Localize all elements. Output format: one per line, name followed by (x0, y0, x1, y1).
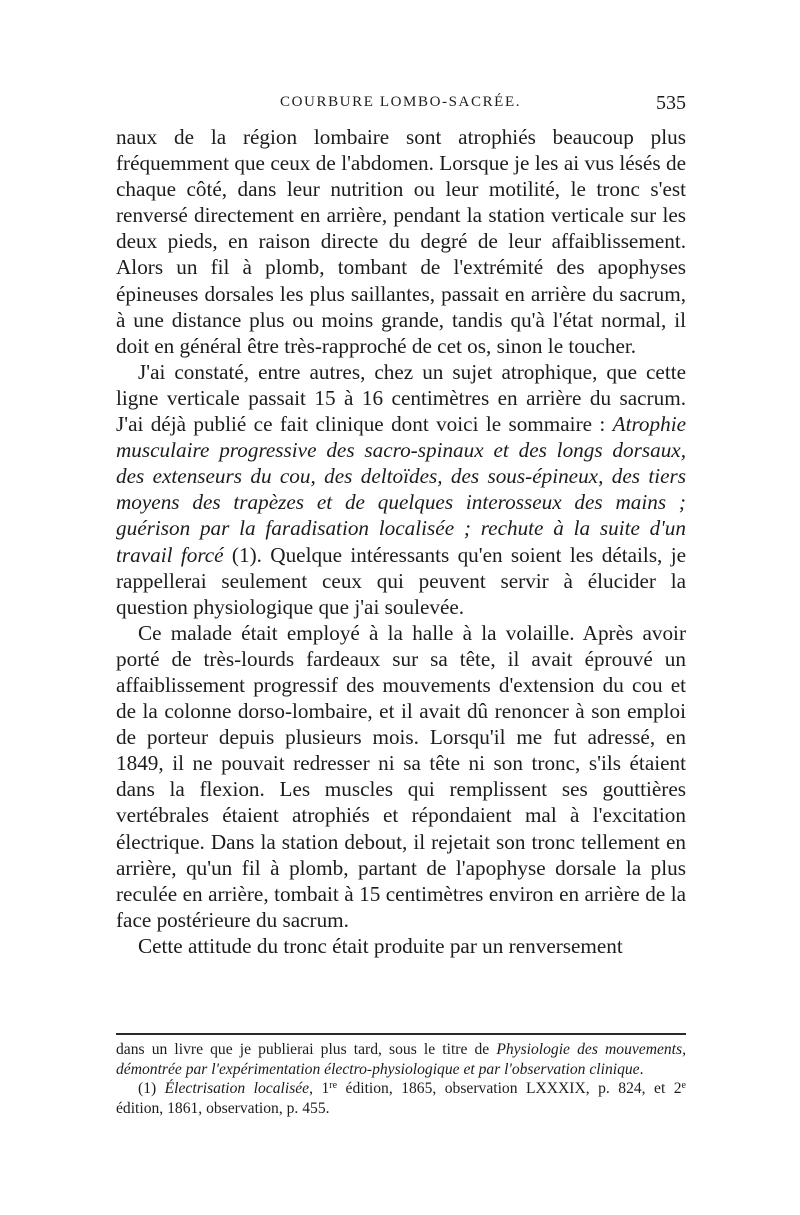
footnote-text: dans un livre que je publierai plus tard, sous le titre de (116, 1041, 497, 1058)
footnote-superscript: re (329, 1080, 338, 1092)
footnote-book-title: Physiologie des mouvements, démontrée par l'expérimentation électro-physiologique et par l'observation clinique (116, 1041, 686, 1078)
footnote-text: . (639, 1060, 644, 1078)
paragraph-continued (116, 124, 686, 359)
page-number: 535 (656, 92, 686, 114)
book-page (116, 0, 686, 1215)
footnote-text: , 1 (309, 1080, 330, 1098)
running-head (116, 92, 686, 116)
footnotes (116, 1040, 686, 1118)
footnote-continued (116, 1040, 686, 1079)
paragraph-text: naux de la région lombaire sont atrophiés beaucoup plus fréquemment que ceux de l'abdomen. Lorsque je les ai vus lésés de chaque côté, dans leur nutrition ou leur motilité, le tronc s'est renversé directement en arrière, pendant la station verticale sur les deux pieds, en raison directe du degré de leur affaiblissement. Alors un fil à plomb, tombant de l'extrémité des apophyses épineuses dorsales les plus saillantes, passait en arrière du sacrum, à une distance plus ou moins grande, tandis qu'à l'état normal, il doit en général être très-rapproché de cet os, sinon le toucher. (116, 125, 686, 358)
paragraph-clinical-case (116, 359, 686, 620)
paragraph-text: (1). Quelque intéressants qu'en soient les détails, je rappellerai seulement ceux qui peuvent servir à élucider la question physiologique que j'ai soulevée. (116, 542, 686, 619)
footnote-marker: (1) (138, 1080, 165, 1098)
footnote-1 (116, 1079, 686, 1118)
body-text (116, 124, 686, 959)
footnote-divider (116, 1033, 686, 1035)
case-summary-italic: Atrophie musculaire progressive des sacro-spinaux et des longs dorsaux, des extenseurs du cou, des deltoïdes, des sous-épineux, des tiers moyens des trapèzes et de quelques interosseux des mains ; guérison par la faradisation localisée ; rechute à la suite d'un travail forcé (116, 412, 686, 567)
footnote-superscript: e (681, 1080, 686, 1092)
paragraph-text: Cette attitude du tronc était produite par un renversement (138, 933, 623, 958)
footnote-text: édition, 1865, observation LXXXIX, p. 824, et 2 (337, 1080, 682, 1098)
running-title: COURBURE LOMBO-SACRÉE. (280, 94, 522, 110)
paragraph-text: Ce malade était employé à la halle à la volaille. Après avoir porté de très-lourds fardeaux sur sa tête, il avait éprouvé un affaiblissement progressif des mouvements d'extension du cou et de la colonne dorso-lombaire, et il avait dû renoncer à son emploi de porteur depuis plusieurs mois. Lorsqu'il me fut adressé, en 1849, il ne pouvait redresser ni sa tête ni son tronc, s'ils étaient dans la flexion. Les muscles qui remplissent ses gouttières vertébrales étaient atrophiés et répondaient mal à l'excitation électrique. Dans la station debout, il rejetait son tronc tellement en arrière, qu'un fil à plomb, partant de l'apophyse dorsale la plus reculée en arrière, tombait à 15 centimètres environ en arrière de la face postérieure du sacrum. (116, 620, 686, 932)
paragraph-attitude (116, 933, 686, 959)
paragraph-patient (116, 620, 686, 933)
paragraph-text: J'ai constaté, entre autres, chez un sujet atrophique, que cette ligne verticale passait 15 à 16 centimètres en arrière du sacrum. J'ai déjà publié ce fait clinique dont voici le sommaire : (116, 359, 686, 437)
footnote-text: édition, 1861, observation, p. 455. (116, 1099, 330, 1117)
footnote-work-title: Électrisation localisée (164, 1080, 310, 1098)
